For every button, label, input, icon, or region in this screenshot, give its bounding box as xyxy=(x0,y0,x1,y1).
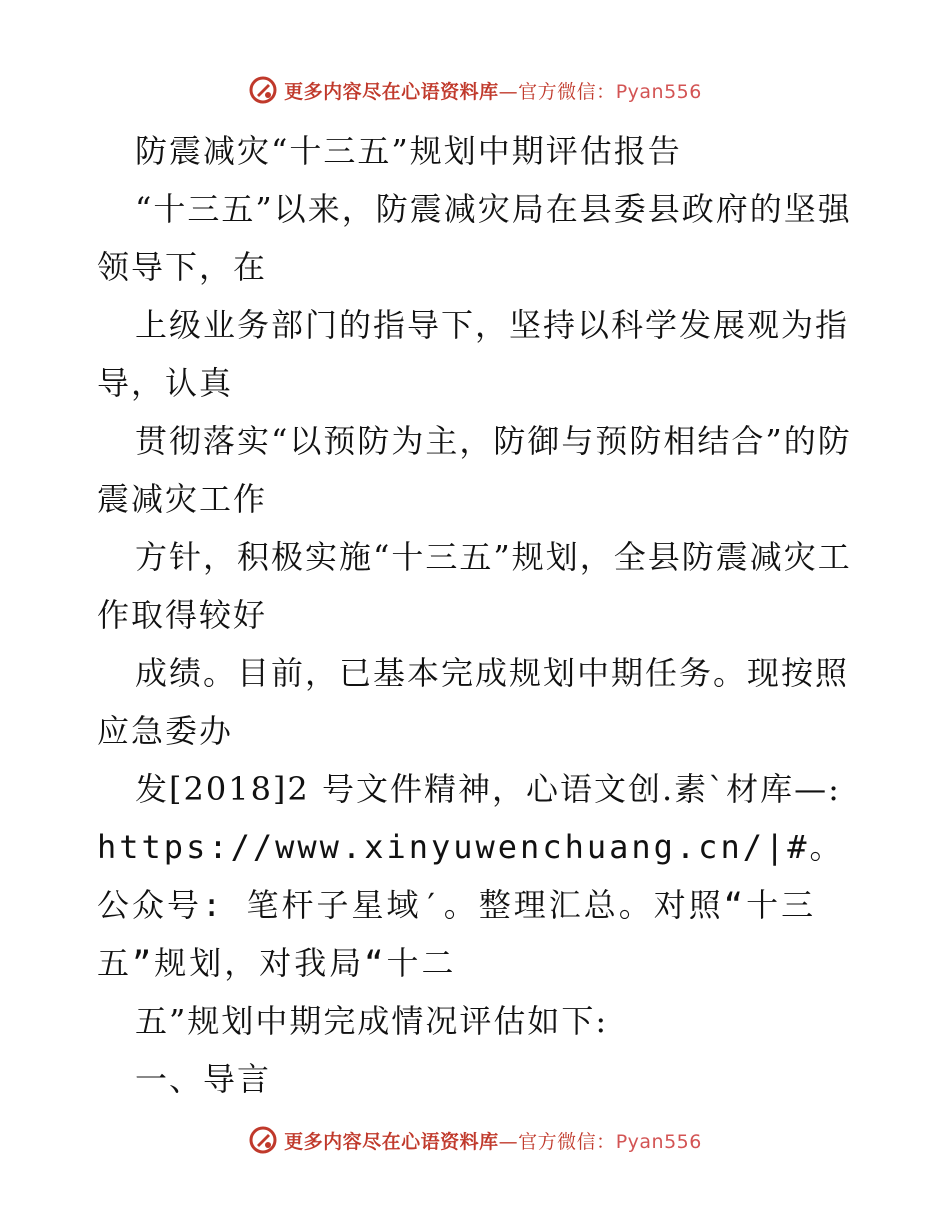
wechat-id: Pyan556 xyxy=(615,1130,702,1153)
paragraph-line: 发[2018]2 号文件精神，心语文创.素`材库—: xyxy=(135,770,841,808)
paragraph-line: “十三五”以来，防震减灾局在县委县政府的坚强领导下，在 xyxy=(97,190,852,286)
brand-logo-icon xyxy=(248,1125,278,1155)
wechat-id: Pyan556 xyxy=(615,80,702,103)
brand-text: 更多内容尽在心语资料库 xyxy=(284,80,499,103)
paragraph-line: 贯彻落实“以预防为主，防御与预防相结合”的防震减灾工作 xyxy=(97,422,852,518)
separator: — xyxy=(498,1130,519,1153)
watermark-text xyxy=(284,1127,702,1154)
section-heading: 一、导言 xyxy=(135,1060,272,1098)
paragraph-line: 五”规划中期完成情况评估如下: xyxy=(135,1002,609,1040)
paragraph-line: 上级业务部门的指导下，坚持以科学发展观为指导，认真 xyxy=(97,306,850,402)
document-title: 防震减灾“十三五”规划中期评估报告 xyxy=(135,132,682,170)
wechat-label: 官方微信： xyxy=(518,1130,616,1153)
document-body xyxy=(97,122,857,1108)
paragraph-line: 成绩。目前，已基本完成规划中期任务。现按照应急委办 xyxy=(97,654,850,750)
watermark-banner-bottom xyxy=(0,1120,950,1160)
paragraph-line-url: https://www.xinyuwenchuang.cn/|#。公众号: 笔杆子星域′。整理汇总。对照“十三五”规划，对我局“十二 xyxy=(97,828,845,982)
separator: — xyxy=(498,80,519,103)
watermark-banner-top xyxy=(0,70,950,110)
brand-text: 更多内容尽在心语资料库 xyxy=(284,1130,499,1153)
watermark-text xyxy=(284,77,702,104)
wechat-label: 官方微信： xyxy=(518,80,616,103)
brand-logo-icon xyxy=(248,75,278,105)
paragraph-line: 方针，积极实施“十三五”规划，全县防震减灾工作取得较好 xyxy=(97,538,852,634)
